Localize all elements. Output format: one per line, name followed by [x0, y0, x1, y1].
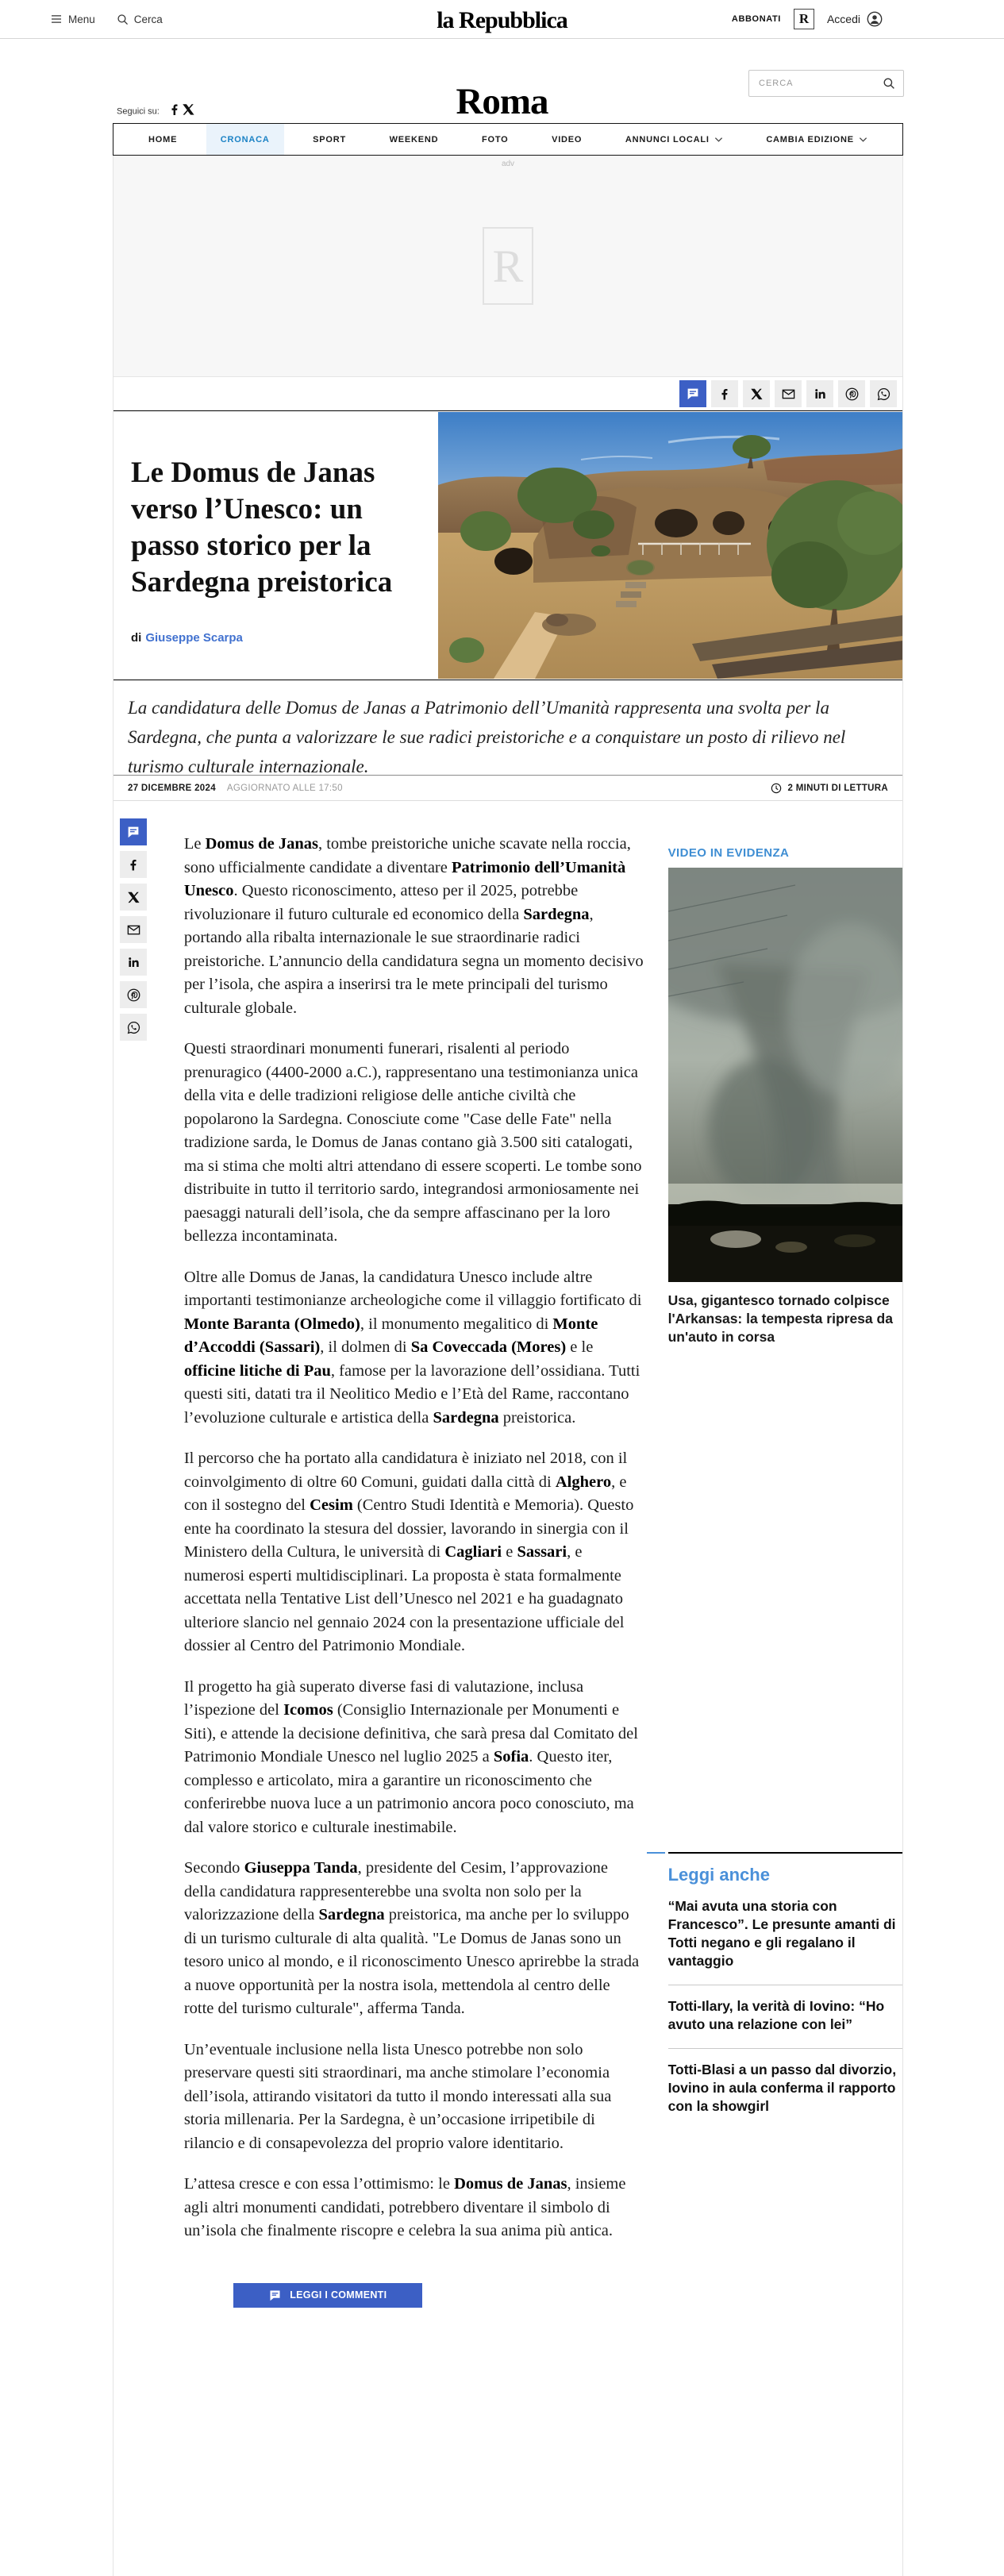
nav-item-label: ANNUNCI LOCALI	[625, 134, 710, 144]
article-header-card	[113, 410, 902, 801]
comments-icon	[686, 387, 700, 401]
avatar-icon	[866, 10, 883, 28]
x-icon	[127, 891, 140, 904]
read-comments-button[interactable]	[233, 2283, 422, 2308]
updated-time: AGGIORNATO ALLE 17:50	[226, 783, 343, 793]
email-icon	[126, 922, 141, 938]
nav-item-label: FOTO	[481, 134, 509, 144]
article-paragraph: Questi straordinari monumenti funerari, risalenti al periodo prenuragico (4400-2000 a.C.), rappresentano una testimonianza unica della vita e delle tradizioni religiose delle antiche civiltà che popolarono la Sardegna. Conosciute come "Case delle Fate" nella tradizione sarda, le Domus de Janas contano già 3.500 siti catalogati, ma si stima che molti altri attendano di essere scoperti. Le tombe sono distribuite in tutto il territorio sardo, integrandosi armoniosamente nei paesaggi naturali dell’isola, che da sempre affascinano per la loro bellezza incontaminata.	[183, 1040, 642, 1245]
main-container	[113, 156, 903, 2576]
search-label: Cerca	[133, 13, 163, 25]
facebook-icon	[167, 102, 182, 117]
menu-label: Menu	[68, 13, 95, 25]
nav-item-label: CRONACA	[220, 134, 270, 144]
x-icon	[750, 387, 764, 401]
follow-x-button[interactable]	[182, 103, 195, 117]
share-linkedin-button[interactable]	[120, 949, 147, 976]
masthead-search-box	[748, 70, 904, 97]
chevron-down-icon	[714, 137, 723, 143]
linkedin-icon	[813, 387, 827, 401]
pinterest-icon	[844, 387, 860, 402]
chevron-down-icon	[859, 137, 867, 143]
whatsapp-icon	[876, 387, 891, 402]
video-caption[interactable]: Usa, gigantesco tornado colpisce l'Arkansas: la tempesta ripresa da un'auto in corsa	[667, 1292, 893, 1345]
nav-item-foto[interactable]	[467, 124, 523, 155]
nav-item-annunci-locali[interactable]	[611, 124, 737, 155]
adv-label: adv	[501, 160, 515, 168]
article-paragraph: Secondo Giuseppa Tanda, presidente del Cesim, l’approvazione della candidatura rappresenterebbe una svolta non solo per la valorizzazione della Sardegna preistorica, ma anche per lo sviluppo di un turismo culturale di alta qualità. "Le Domus de Janas sono un tesoro unico al mondo, e il riconoscimento Unesco aprirebbe la strada a nuove opportunità per la nostra isola, mettendola al centro delle rotte del turismo culturale", afferma Tanda.	[183, 1859, 640, 2017]
reading-time-label: 2 MINUTI DI LETTURA	[787, 783, 888, 793]
nav-item-sport[interactable]	[298, 124, 360, 155]
masthead	[0, 40, 1004, 123]
article-paragraph: Le Domus de Janas, tombe preistoriche uniche scavate nella roccia, sono ufficialmente candidate a diventare Patrimonio dell’Umanità Unesco. Questo riconoscimento, atteso per il 2025, potrebbe rivoluzionare il futuro culturale ed economico della Sardegna, portando alla ribalta internazionale le sue straordinarie radici preistoriche. L’annuncio della candidatura segna un momento decisivo per l’isola, che aspira a inserirsi tra le mete principali del turismo culturale globale.	[183, 835, 644, 1017]
share-whatsapp-button[interactable]	[870, 380, 897, 407]
nav-item-label: VIDEO	[552, 134, 583, 144]
clock-icon	[770, 782, 783, 795]
share-linkedin-button[interactable]	[806, 380, 833, 407]
author-link[interactable]: Giuseppe Scarpa	[145, 631, 243, 645]
ad-slot	[113, 156, 902, 377]
share-email-button[interactable]	[775, 380, 802, 407]
comments-icon	[126, 825, 140, 839]
search-icon[interactable]	[882, 76, 896, 90]
reading-time	[770, 782, 888, 795]
share-comments-button[interactable]	[679, 380, 706, 407]
article-lede: La candidatura delle Domus de Janas a Patrimonio dell’Umanità rappresenta una svolta per la Sardegna, che punta a valorizzare le sue radici preistoriche e a conquistare un posto di rilievo nel turismo culturale internazionale.	[113, 680, 902, 775]
featured-video[interactable]	[668, 868, 902, 1282]
facebook-icon	[717, 387, 732, 401]
nav-item-label: WEEKEND	[389, 134, 439, 144]
pinterest-icon	[126, 988, 141, 1003]
whatsapp-icon	[126, 1020, 141, 1035]
article-paragraph: L’attesa cresce e con essa l’ottimismo: le Domus de Janas, insieme agli altri monumenti candidati, potrebbero diventare il simbolo di un’isola che finalmente riscopre e celebra la sua anima più antica.	[183, 2175, 626, 2239]
email-icon	[781, 387, 796, 402]
ad-placeholder-logo: R	[483, 227, 533, 305]
top-bar	[0, 0, 1004, 39]
edition-title[interactable]: Roma	[456, 81, 548, 122]
nav-item-cambia-edizione[interactable]	[752, 124, 882, 155]
sidebar	[668, 801, 902, 2130]
read-also-item[interactable]: Totti-Ilary, la verità di Iovino: “Ho avuto una relazione con lei”	[668, 1985, 902, 2048]
byline	[131, 631, 421, 645]
masthead-search-input[interactable]	[749, 79, 882, 88]
comment-icon	[268, 2289, 282, 2302]
la-repubblica-logo[interactable]: la Repubblica	[437, 7, 567, 33]
share-facebook-button[interactable]	[120, 851, 147, 878]
share-whatsapp-button[interactable]	[120, 1014, 147, 1041]
read-also-item[interactable]: “Mai avuta una storia con Francesco”. Le presunte amanti di Totti negano e gli regalano il vantaggio	[667, 1898, 896, 1969]
section-nav	[113, 123, 903, 156]
article-body	[184, 801, 644, 2308]
share-facebook-button[interactable]	[711, 380, 738, 407]
nav-item-weekend[interactable]	[375, 124, 453, 155]
share-x-button[interactable]	[120, 884, 147, 911]
accedi-label: Accedi	[826, 13, 860, 25]
read-also-list	[668, 1885, 902, 2130]
byline-prefix: di	[131, 631, 142, 645]
follow-label: Seguici su:	[117, 106, 160, 116]
article-hero-image	[438, 412, 902, 679]
read-comments-label: LEGGI I COMMENTI	[290, 2289, 387, 2301]
video-section-label: VIDEO IN EVIDENZA	[667, 846, 790, 860]
menu-button[interactable]	[49, 12, 95, 26]
nav-item-label: SPORT	[313, 134, 347, 144]
share-pinterest-button[interactable]	[120, 981, 147, 1008]
search-icon	[116, 13, 129, 26]
r-badge-logo[interactable]: R	[794, 9, 814, 29]
article-paragraph: Un’eventuale inclusione nella lista Unesco potrebbe non solo preservare questi siti straordinari, ma anche stimolare l’economia dell’isola, attirando visitatori da tutto il mondo interessati alla sua storia millenaria. Per la Sardegna, è un’occasione irripetibile di rilancio e di consapevolezza del proprio valore identitario.	[183, 2040, 612, 2152]
nav-item-cronaca[interactable]	[206, 124, 284, 155]
share-x-button[interactable]	[743, 380, 770, 407]
article-paragraph: Il percorso che ha portato alla candidatura è iniziato nel 2018, con il coinvolgimento di oltre 60 Comuni, guidati dalla città di Alghero, e con il sostegno del Cesim (Centro Studi Identità e Memoria). Questo ente ha coordinato la stesura del dossier, lavorando in sinergia con il Ministero della Cultura, le università di Cagliari e Sassari, e numerosi esperti multidisciplinari. La proposta è stata formalmente accettata nella Tentative List dell’Unesco nel 2021 e ha guadagnato ulteriore slancio nel gennaio 2024 con la presentazione ufficiale del dossier al Centro del Patrimonio Mondiale.	[183, 1450, 634, 1654]
article-paragraph: Oltre alle Domus de Janas, la candidatura Unesco include altre importanti testimonianze archeologiche come il villaggio fortificato di Monte Baranta (Olmedo), il monumento megalitico di Monte d’Accoddi (Sassari), il dolmen di Sa Coveccada (Mores) e le officine litiche di Pau, famose per la lavorazione dell’ossidiana. Tutti questi siti, datati tra il Neolitico Medio e l’Età del Rame, raccontano l’evoluzione culturale e artistica della Sardegna preistorica.	[183, 1268, 642, 1427]
x-icon	[182, 103, 195, 117]
read-also-item[interactable]: Totti-Blasi a un passo dal divorzio, Iovino in aula conferma il rapporto con la showgirl	[668, 2048, 902, 2130]
linkedin-icon	[126, 955, 140, 969]
follow-facebook-button[interactable]	[167, 102, 182, 117]
read-also-title: Leggi anche	[667, 1865, 770, 1885]
abbonati-button[interactable]: ABBONATI	[731, 14, 781, 24]
publish-date: 27 DICEMBRE 2024	[128, 783, 216, 793]
share-email-button[interactable]	[120, 916, 147, 943]
nav-item-home[interactable]	[134, 124, 191, 155]
facebook-icon	[126, 857, 140, 872]
article-title: Le Domus de Janas verso l’Unesco: un passo storico per la Sardegna preistorica	[131, 456, 393, 599]
nav-item-label: HOME	[148, 134, 178, 144]
share-pinterest-button[interactable]	[838, 380, 865, 407]
read-also-module	[668, 1852, 902, 2130]
article-paragraph: Il progetto ha già superato diverse fasi di valutazione, inclusa l’ispezione del Icomos (Consiglio Internazionale per Monumenti e Siti), e attende la decisione definitiva, che sarà presa dal Comitato del Patrimonio Mondiale Unesco nel luglio 2025 a Sofia. Questo iter, complesso e articolato, mira a garantire un riconoscimento che conferirebbe nuova luce a un patrimonio ancora poco conosciuto, ma dal valore storico e culturale inestimabile.	[183, 1677, 638, 1836]
hamburger-icon	[49, 12, 63, 26]
nav-item-label: CAMBIA EDIZIONE	[766, 134, 854, 144]
share-bar-top	[113, 377, 902, 410]
share-rail	[113, 801, 184, 1041]
nav-item-video[interactable]	[537, 124, 596, 155]
share-comments-button[interactable]	[120, 818, 147, 845]
search-button[interactable]	[116, 13, 163, 26]
accedi-button[interactable]	[827, 10, 883, 28]
